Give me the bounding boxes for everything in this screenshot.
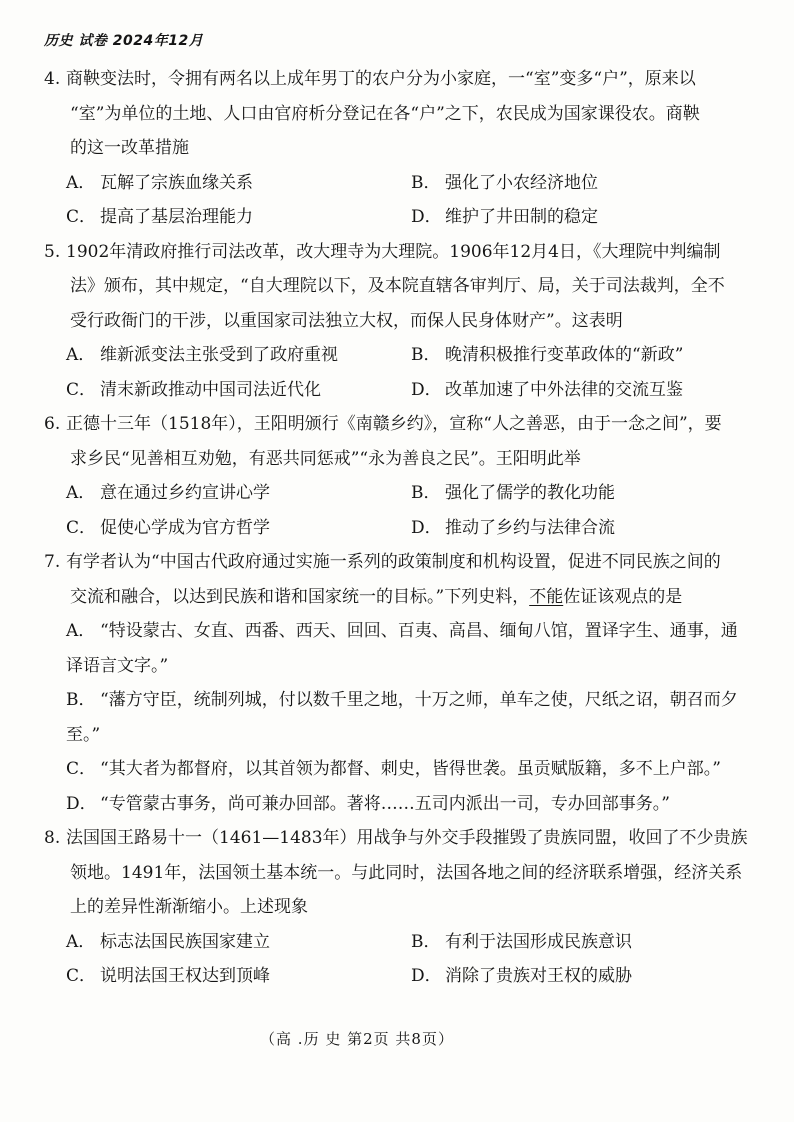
stem-line: 法》颁布，其中规定，“自大理院以下，及本院直辖各审判厅、局，关于司法裁判，全不 [70,276,725,296]
option-a: A． 意在通过乡约宣讲心学 [66,483,270,503]
stem-line: 正德十三年（1518年），王阳明颁行《南赣乡约》，宣称“人之善恶，由于一念之间”，要 [66,414,722,434]
question-stem [44,235,756,270]
option-c: C． 提高了基层治理能力 [66,207,253,227]
stem-line: 商鞅变法时，令拥有两名以上成年男丁的农户分为小家庭，一“室”变多“户”，原来以 [66,69,696,89]
question-8 [44,821,756,994]
question-number: 5. [44,241,61,262]
page-footer: （高 .历 史 第2页 共8页） [260,1030,454,1048]
question-stem [44,821,756,856]
stem-line: 受行政衙门的干涉，以重国家司法独立大权，而保人民身体财产”。这表明 [70,310,623,331]
question-number: 7. [44,552,61,572]
question-stem [44,545,756,580]
exam-content [44,62,756,994]
options [44,338,756,407]
stem-line: 法国国王路易十一（1461—1483年）用战争与外交手段摧毁了贵族同盟，收回了不少贵族 [66,828,748,848]
option-c: C． 促使心学成为官方哲学 [66,517,270,538]
options [44,925,756,994]
option-b: B． 强化了儒学的教化功能 [411,483,615,503]
question-5 [44,235,756,408]
option-a: A． 瓦解了宗族血缘关系 [66,172,253,193]
option-a: A． 维新派变法主张受到了政府重视 [66,345,338,365]
option-d: D． 消除了贵族对王权的威胁 [411,966,632,986]
stem-line: 上的差异性渐渐缩小。上述现象 [70,897,308,917]
question-number: 4. [44,69,61,89]
options [44,476,756,545]
option-b: B． 强化了小农经济地位 [411,172,598,193]
option-d: D． “专管蒙古事务，尚可兼办回部。著将……五司内派出一司，专办回部事务。” [66,793,670,814]
option-b: B． 有利于法国形成民族意识 [411,931,632,952]
option-a: A． 标志法国民族国家建立 [66,931,270,952]
stem-line: 领地。1491年，法国领土基本统一。与此同时，法国各地之间的经济联系增强，经济关系 [70,862,743,883]
question-6 [44,407,756,545]
option-b: B． “藩方守臣，统制列城，付以数千里之地，十万之师，单车之使，尺纸之诏，朝召而夕 [66,690,738,710]
option-a: A． “特设蒙古、女直、西番、西天、回回、百夷、高昌、缅甸八馆，置译字生、通事，通 [66,621,738,641]
question-stem [44,407,756,442]
option-d: D． 推动了乡约与法律合流 [411,517,615,538]
stem-line: “室”为单位的土地、人口由官府析分登记在各“户”之下，农民成为国家课役农。商鞅 [70,103,700,124]
question-stem [44,62,756,97]
question-number: 8. [44,828,61,848]
option-c: C． 清末新政推动中国司法近代化 [66,379,321,400]
option-b: B． 晚清积极推行变革政体的“新政” [411,345,684,365]
option-c: C． 说明法国王权达到顶峰 [66,966,270,986]
stem-line: 1902年清政府推行司法改革，改大理寺为大理院。1906年12月4日，《大理院中判编制 [66,241,721,262]
stem-line: 有学者认为“中国古代政府通过实施一系列的政策制度和机构设置，促进不同民族之间的 [66,552,721,572]
question-number: 6. [44,414,61,434]
page-header: 历史 试卷 2024年12月 [44,33,204,49]
option-d: D． 维护了井田制的稳定 [411,207,598,227]
stem-line: 的这一改革措施 [70,138,189,158]
question-7 [44,545,756,821]
stem-line: 求乡民“见善相互劝勉，有恶共同惩戒”“永为善良之民”。王阳明此举 [70,448,581,469]
underlined-keyword: 不能 [529,586,564,607]
option-c: C． “其大者为都督府，以其首领为都督、刺史，皆得世袭。虽贡赋版籍，多不上户部。” [66,759,721,779]
options [44,166,756,235]
stem-line: 交流和融合，以达到民族和谐和国家统一的目标。”下列史料，不能佐证该观点的是 [70,586,683,607]
question-4 [44,62,756,235]
option-b-cont: 至。” [66,724,101,745]
option-d: D． 改革加速了中外法律的交流互鉴 [411,379,683,400]
option-a-cont: 译语言文字。” [66,655,169,676]
